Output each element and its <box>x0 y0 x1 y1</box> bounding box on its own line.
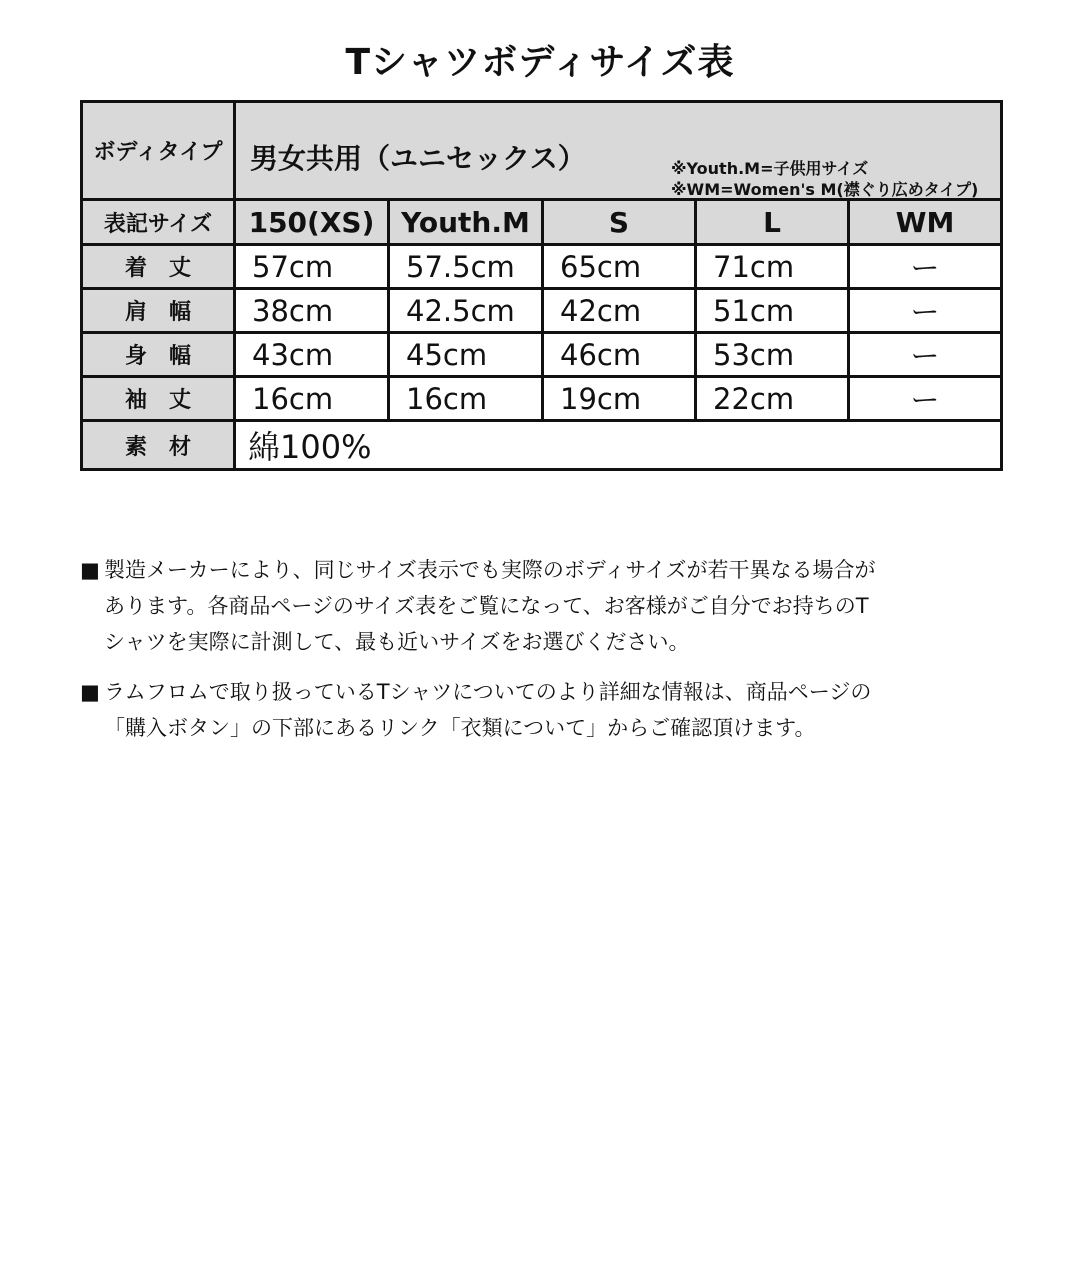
table-cell: 19cm <box>543 377 696 421</box>
table-cell: 38cm <box>235 289 389 333</box>
table-cell: 57.5cm <box>389 245 543 289</box>
material-row <box>82 421 1002 470</box>
size-head-youth-m: Youth.M <box>389 200 543 245</box>
note-item <box>80 552 980 660</box>
table-cell: 45cm <box>389 333 543 377</box>
note-line: 製造メーカーにより、同じサイズ表示でも実際のボディサイズが若干異なる場合が <box>104 558 876 582</box>
table-cell: 71cm <box>696 245 849 289</box>
size-head-xs: 150(XS) <box>235 200 389 245</box>
table-cell: 16cm <box>389 377 543 421</box>
table-row <box>82 245 1002 289</box>
table-cell: ー <box>849 289 1002 333</box>
note-item <box>80 674 980 746</box>
row-label: 肩幅 <box>82 289 235 333</box>
size-head-l: L <box>696 200 849 245</box>
table-row <box>82 289 1002 333</box>
notes-section <box>80 552 980 760</box>
size-head-s: S <box>543 200 696 245</box>
table-row <box>82 333 1002 377</box>
square-bullet-icon: ■ <box>80 558 100 582</box>
bodytype-value: 男女共用（ユニセックス） <box>250 142 586 175</box>
table-cell: 46cm <box>543 333 696 377</box>
bodytype-row <box>82 102 1002 200</box>
note-youth: ※Youth.M=子供用サイズ <box>671 159 869 178</box>
table-cell: 57cm <box>235 245 389 289</box>
table-cell: 16cm <box>235 377 389 421</box>
table-cell: 51cm <box>696 289 849 333</box>
table-cell: 53cm <box>696 333 849 377</box>
table-cell: ー <box>849 377 1002 421</box>
size-label: 表記サイズ <box>82 200 235 245</box>
bodytype-notes <box>671 158 978 200</box>
table-cell: ー <box>849 245 1002 289</box>
table-cell: 65cm <box>543 245 696 289</box>
note-line: ラムフロムで取り扱っているTシャツについてのより詳細な情報は、商品ページの <box>104 680 872 704</box>
note-line: 「購入ボタン」の下部にあるリンク「衣類について」からご確認頂けます。 <box>104 716 816 740</box>
table-cell: 43cm <box>235 333 389 377</box>
row-label: 袖丈 <box>82 377 235 421</box>
size-header-row <box>82 200 1002 245</box>
row-label: 身幅 <box>82 333 235 377</box>
square-bullet-icon: ■ <box>80 680 100 704</box>
size-head-wm: WM <box>849 200 1002 245</box>
page-title: Tシャツボディサイズ表 <box>345 42 735 83</box>
table-cell: 22cm <box>696 377 849 421</box>
material-label: 素材 <box>82 421 235 470</box>
note-line: シャツを実際に計測して、最も近いサイズをお選びください。 <box>104 630 690 654</box>
note-wm: ※WM=Women's M(襟ぐり広めタイプ) <box>671 180 979 199</box>
table-cell: ー <box>849 333 1002 377</box>
bodytype-cell <box>235 102 1002 200</box>
material-value: 綿100% <box>235 421 1002 470</box>
table-row <box>82 377 1002 421</box>
note-line: あります。各商品ページのサイズ表をご覧になって、お客様がご自分でお持ちのT <box>104 594 869 618</box>
table-cell: 42.5cm <box>389 289 543 333</box>
row-label: 着丈 <box>82 245 235 289</box>
table-cell: 42cm <box>543 289 696 333</box>
size-table <box>80 100 1003 471</box>
bodytype-label: ボディタイプ <box>82 102 235 200</box>
